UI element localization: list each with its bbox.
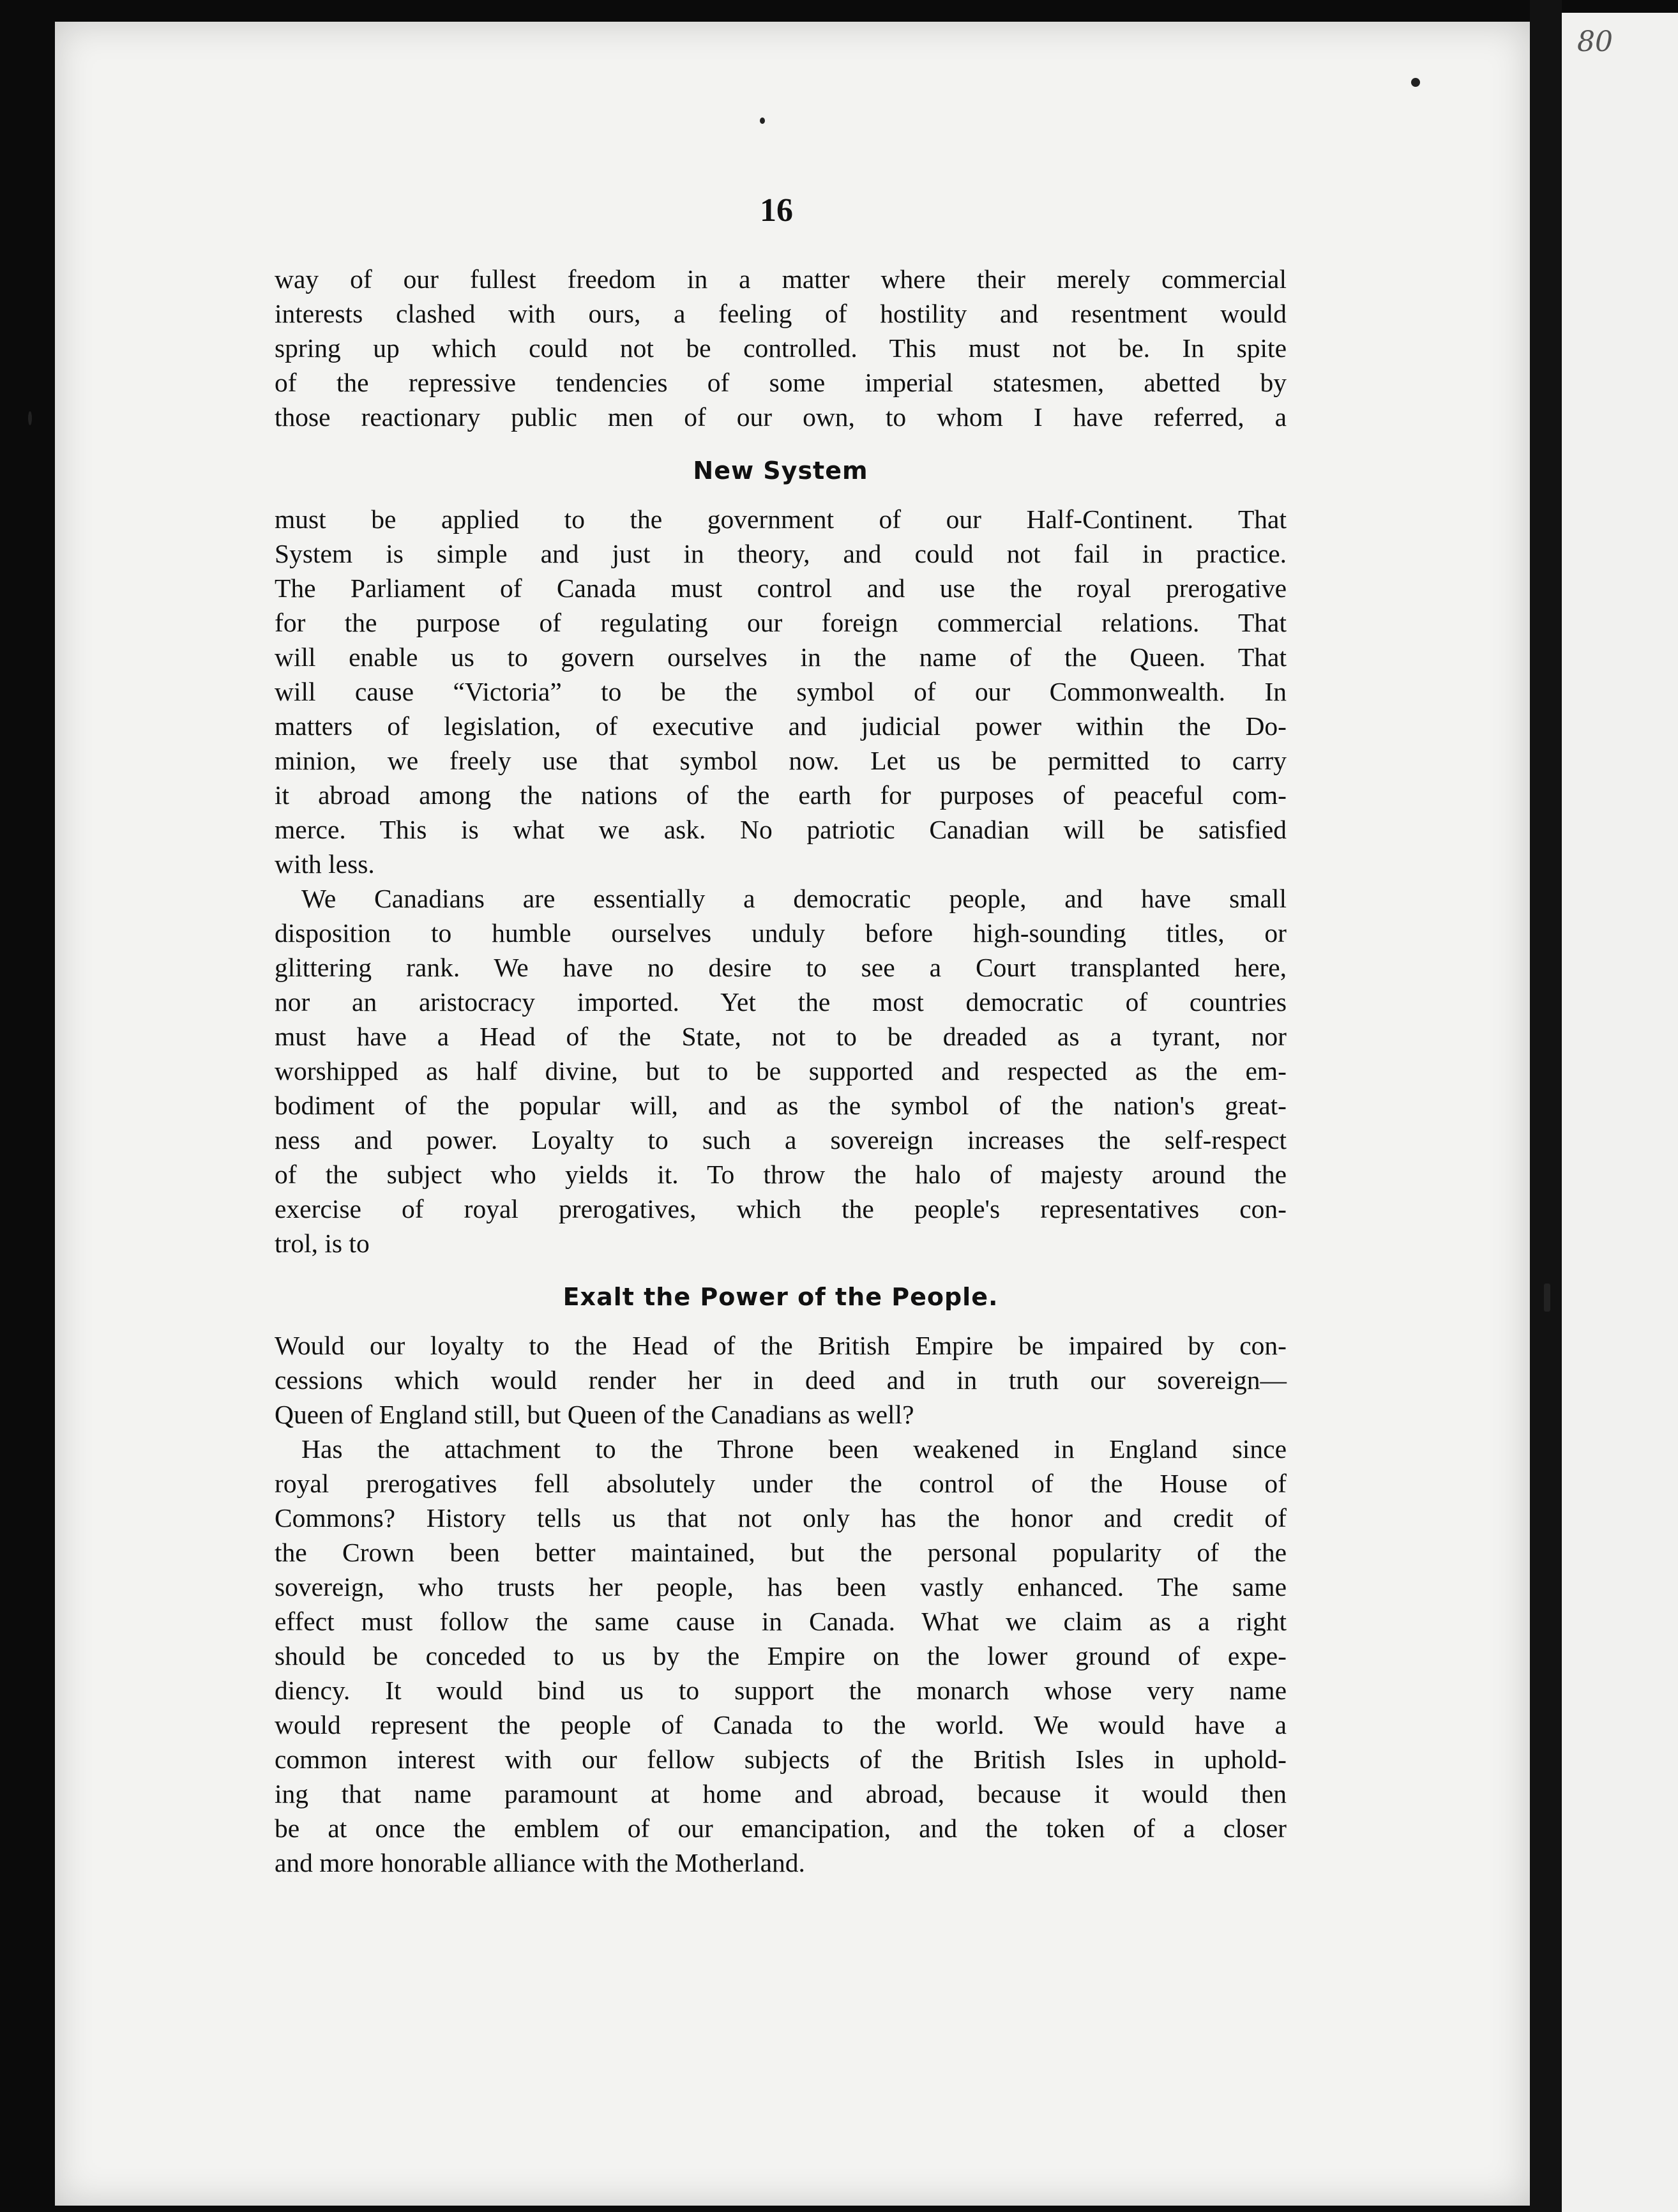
page-gutter — [1530, 0, 1562, 2212]
text-line: must be applied to the government of our Half-Continent. That — [275, 504, 1287, 534]
section-heading-new-system: New System — [693, 457, 868, 485]
text-line: way of our fullest freedom in a matter where their merely commercial — [275, 264, 1287, 294]
text-line: those reactionary public men of our own, to whom I have referred, a — [275, 402, 1287, 432]
margin-pencil-mark: 80 — [1577, 26, 1613, 58]
text-line: nor an aristocracy imported. Yet the most democratic of countries — [275, 987, 1287, 1017]
text-line: trol, is to — [275, 1229, 370, 1258]
text-line: effect must follow the same cause in Canada. What we claim as a right — [275, 1607, 1287, 1636]
text-line: worshipped as half divine, but to be supported and respected as the em- — [275, 1056, 1287, 1086]
text-line: interests clashed with ours, a feeling of hostility and resentment would — [275, 299, 1287, 328]
text-line: Queen of England still, but Queen of the Canadians as well? — [275, 1400, 914, 1429]
page-number: 16 — [760, 192, 793, 229]
text-line: common interest with our fellow subjects of the British Isles in uphold- — [275, 1745, 1287, 1774]
text-line: ing that name paramount at home and abroad, because it would then — [275, 1779, 1287, 1808]
paragraph-2 — [275, 502, 1287, 881]
text-line: Has the attachment to the Throne been weakened in England since — [301, 1434, 1287, 1464]
text-line: minion, we freely use that symbol now. Let us be permitted to carry — [275, 746, 1287, 775]
text-line: diency. It would bind us to support the monarch whose very name — [275, 1676, 1287, 1705]
body-text — [275, 262, 1287, 1880]
scan-speck — [1411, 78, 1420, 87]
scan-speck — [1544, 1284, 1550, 1312]
text-line: sovereign, who trusts her people, has been vastly enhanced. The same — [275, 1572, 1287, 1602]
text-line: for the purpose of regulating our foreign commercial relations. That — [275, 608, 1287, 637]
text-line: merce. This is what we ask. No patriotic Canadian will be satisfied — [275, 815, 1287, 844]
text-line: of the subject who yields it. To throw the halo of majesty around the — [275, 1160, 1287, 1189]
text-line: will cause “Victoria” to be the symbol of our Commonwealth. In — [275, 677, 1287, 706]
text-line: We Canadians are essentially a democratic people, and have small — [301, 884, 1287, 913]
text-line: and more honorable alliance with the Motherland. — [275, 1848, 805, 1877]
text-line: must have a Head of the State, not to be dreaded as a tyrant, nor — [275, 1022, 1287, 1051]
text-line: bodiment of the popular will, and as the symbol of the nation's great- — [275, 1091, 1287, 1120]
text-line: the Crown been better maintained, but the personal popularity of the — [275, 1538, 1287, 1567]
scan-speck — [28, 411, 32, 425]
text-line: The Parliament of Canada must control and use the royal prerogative — [275, 573, 1287, 603]
text-line: of the repressive tendencies of some imperial statesmen, abetted by — [275, 368, 1287, 397]
section-heading-exalt-power: Exalt the Power of the People. — [563, 1283, 999, 1311]
text-line: royal prerogatives fell absolutely under the control of the House of — [275, 1469, 1287, 1498]
text-line: would represent the people of Canada to the world. We would have a — [275, 1710, 1287, 1739]
scan-speck — [760, 117, 765, 124]
text-line: will enable us to govern ourselves in the name of the Queen. That — [275, 642, 1287, 672]
text-line: matters of legislation, of executive and judicial power within the Do- — [275, 711, 1287, 741]
text-line: with less. — [275, 849, 375, 879]
text-line: Would our loyalty to the Head of the British Empire be impaired by con- — [275, 1331, 1287, 1360]
text-line: glittering rank. We have no desire to see a Court transplanted here, — [275, 953, 1287, 982]
text-line: should be conceded to us by the Empire on the lower ground of expe- — [275, 1641, 1287, 1670]
text-line: exercise of royal prerogatives, which the people's representatives con- — [275, 1194, 1287, 1223]
paragraph-4 — [275, 1328, 1287, 1432]
text-line: spring up which could not be controlled. This must not be. In spite — [275, 333, 1287, 363]
text-line: cessions which would render her in deed and in truth our sovereign— — [275, 1365, 1287, 1395]
text-line: disposition to humble ourselves unduly before high-sounding titles, or — [275, 918, 1287, 948]
text-line: System is simple and just in theory, and could not fail in practice. — [275, 539, 1287, 568]
text-line: be at once the emblem of our emancipation, and the token of a closer — [275, 1814, 1287, 1843]
paragraph-1 — [275, 262, 1287, 434]
text-line: it abroad among the nations of the earth for purposes of peaceful com- — [275, 780, 1287, 810]
next-page-edge — [1562, 13, 1678, 2212]
paragraph-5 — [275, 1432, 1287, 1880]
paragraph-3 — [275, 881, 1287, 1261]
text-line: ness and power. Loyalty to such a sovereign increases the self-respect — [275, 1125, 1287, 1155]
text-line: Commons? History tells us that not only has the honor and credit of — [275, 1503, 1287, 1533]
